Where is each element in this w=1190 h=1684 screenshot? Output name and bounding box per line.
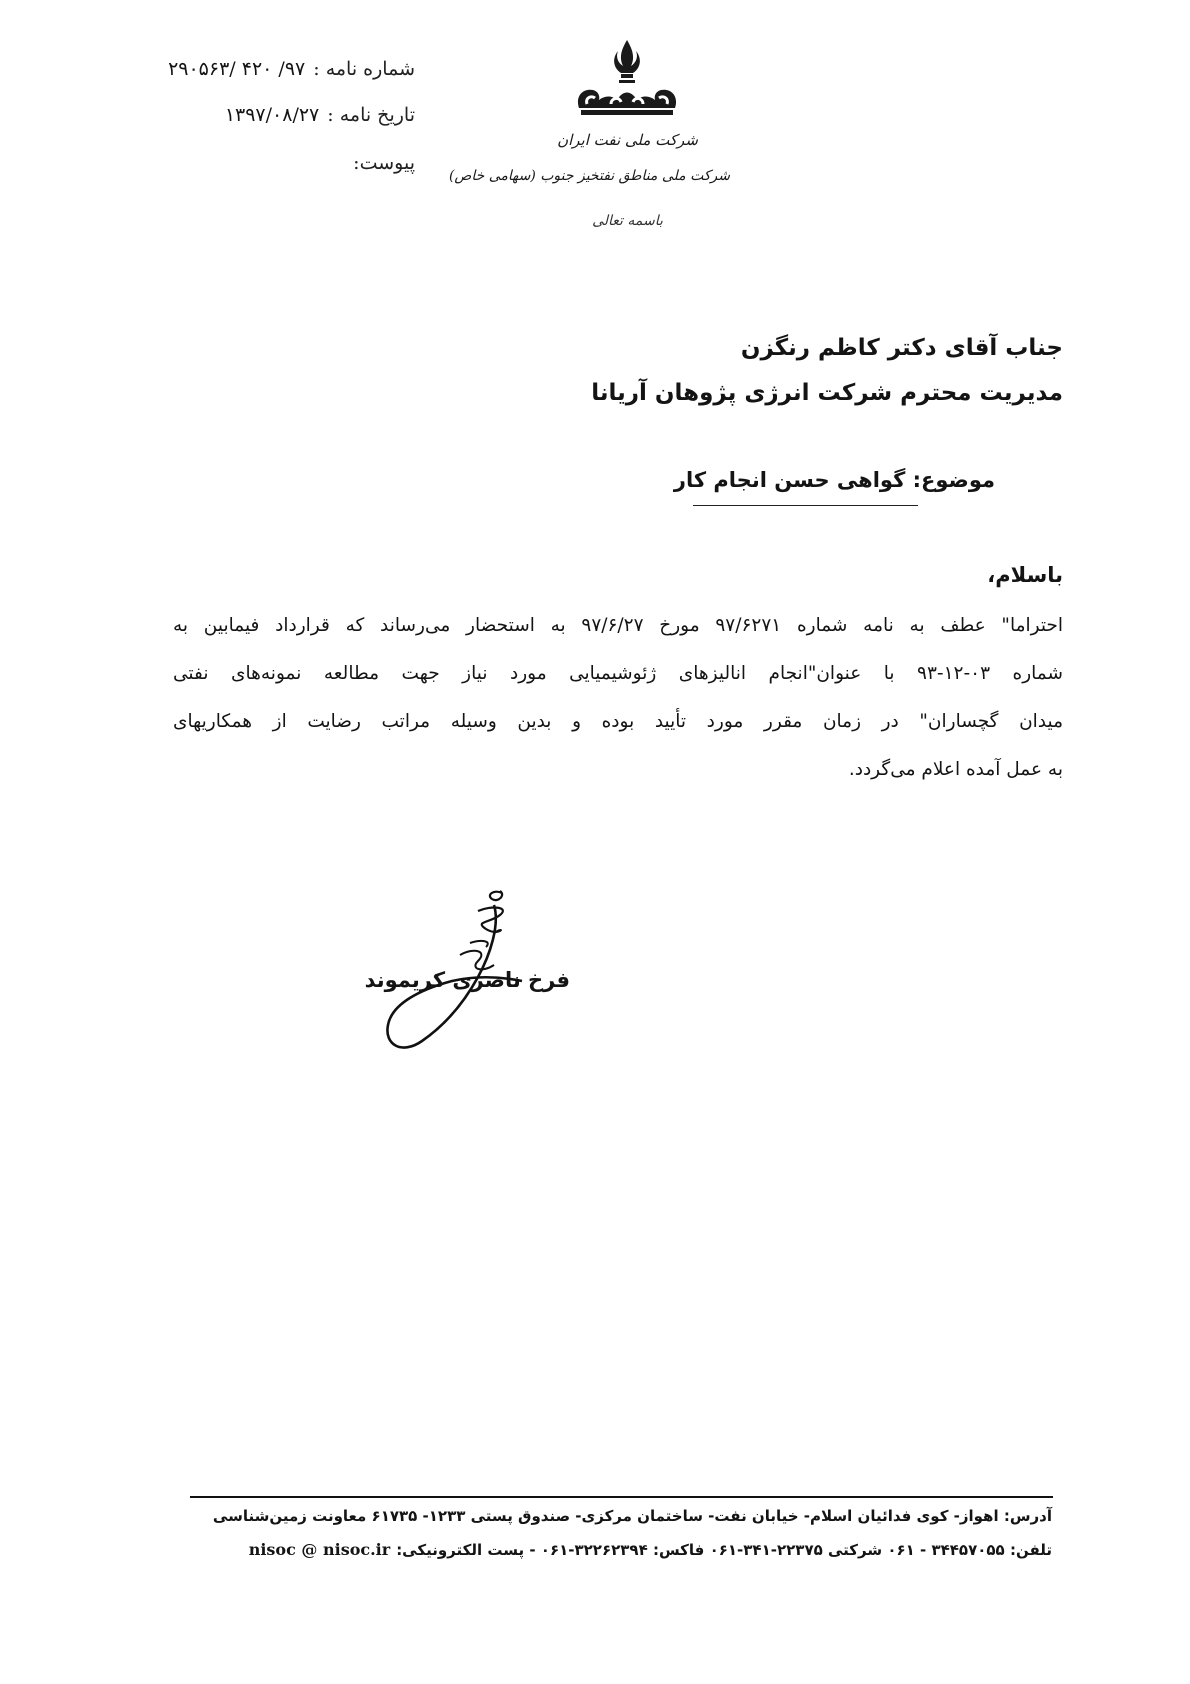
company-name-line2: شرکت ملی مناطق نفتخیز جنوب (سهامی خاص) [448, 168, 730, 184]
body-line: احتراما" عطف به نامه شماره ۹۷/۶۲۷۱ مورخ ۹۷/۶/۲۷ به استحضار می‌رساند که قرارداد فیمابین به [173, 615, 1063, 636]
footer-phone-fax: تلفن: ۳۴۴۵۷۰۵۵ - ۰۶۱ شرکتی ۲۲۳۷۵-۳۴۱-۰۶۱ فاکس: ۳۲۲۶۲۳۹۴-۰۶۱ - پست الکترونیکی: [396, 1541, 1052, 1559]
attachment-label: پیوست: [353, 152, 415, 174]
signer-name: فرخ ناصری کریموند [364, 968, 570, 992]
letter-date-value: ۱۳۹۷/۰۸/۲۷ [224, 104, 320, 126]
salutation: باسلام، [987, 563, 1063, 587]
footer-address: آدرس: اهواز- کوی فدائیان اسلام- خیابان نفت- ساختمان مرکزی- صندوق پستی ۱۲۳۳- ۶۱۷۳۵ معاونت زمین‌شناسی [212, 1507, 1052, 1525]
subject-underline [693, 505, 918, 506]
company-name-line1: شرکت ملی نفت ایران [557, 131, 698, 149]
body-line: به عمل آمده اعلام می‌گردد. [848, 759, 1063, 780]
attachment-row [353, 152, 415, 174]
letter-date-row [225, 104, 415, 126]
subject-line: موضوع: گواهی حسن انجام کار [673, 468, 995, 492]
footer-divider [190, 1496, 1053, 1498]
addressee-name: جناب آقای دکتر کاظم رنگزن [740, 335, 1063, 361]
body-line: شماره ۰۳-۱۲-۹۳ با عنوان"انجام انالیزهای ژئوشیمیایی مورد نیاز جهت مطالعه نمونه‌های نفتی [173, 663, 1064, 684]
letter-date-label: تاریخ نامه : [327, 104, 415, 126]
invocation-text: باسمه تعالی [592, 213, 663, 229]
footer-contact [249, 1540, 1052, 1559]
addressee-organization: مدیریت محترم شرکت انرژی پژوهان آریانا [591, 380, 1063, 406]
letterhead-logo [448, 38, 730, 238]
footer-email: nisoc @ nisoc.ir [248, 1540, 391, 1559]
letter-number-label: شماره نامه : [313, 58, 415, 80]
body-line: میدان گچساران" در زمان مقرر مورد تأیید بوده و بدین وسیله مراتب رضایت از همکاریهای [173, 711, 1063, 732]
letter-number-value: ۹۷/ ۴۲۰ /۲۹۰۵۶۳ [168, 58, 306, 80]
nioc-flame-emblem-icon [571, 38, 683, 128]
letter-number-row [168, 58, 415, 80]
